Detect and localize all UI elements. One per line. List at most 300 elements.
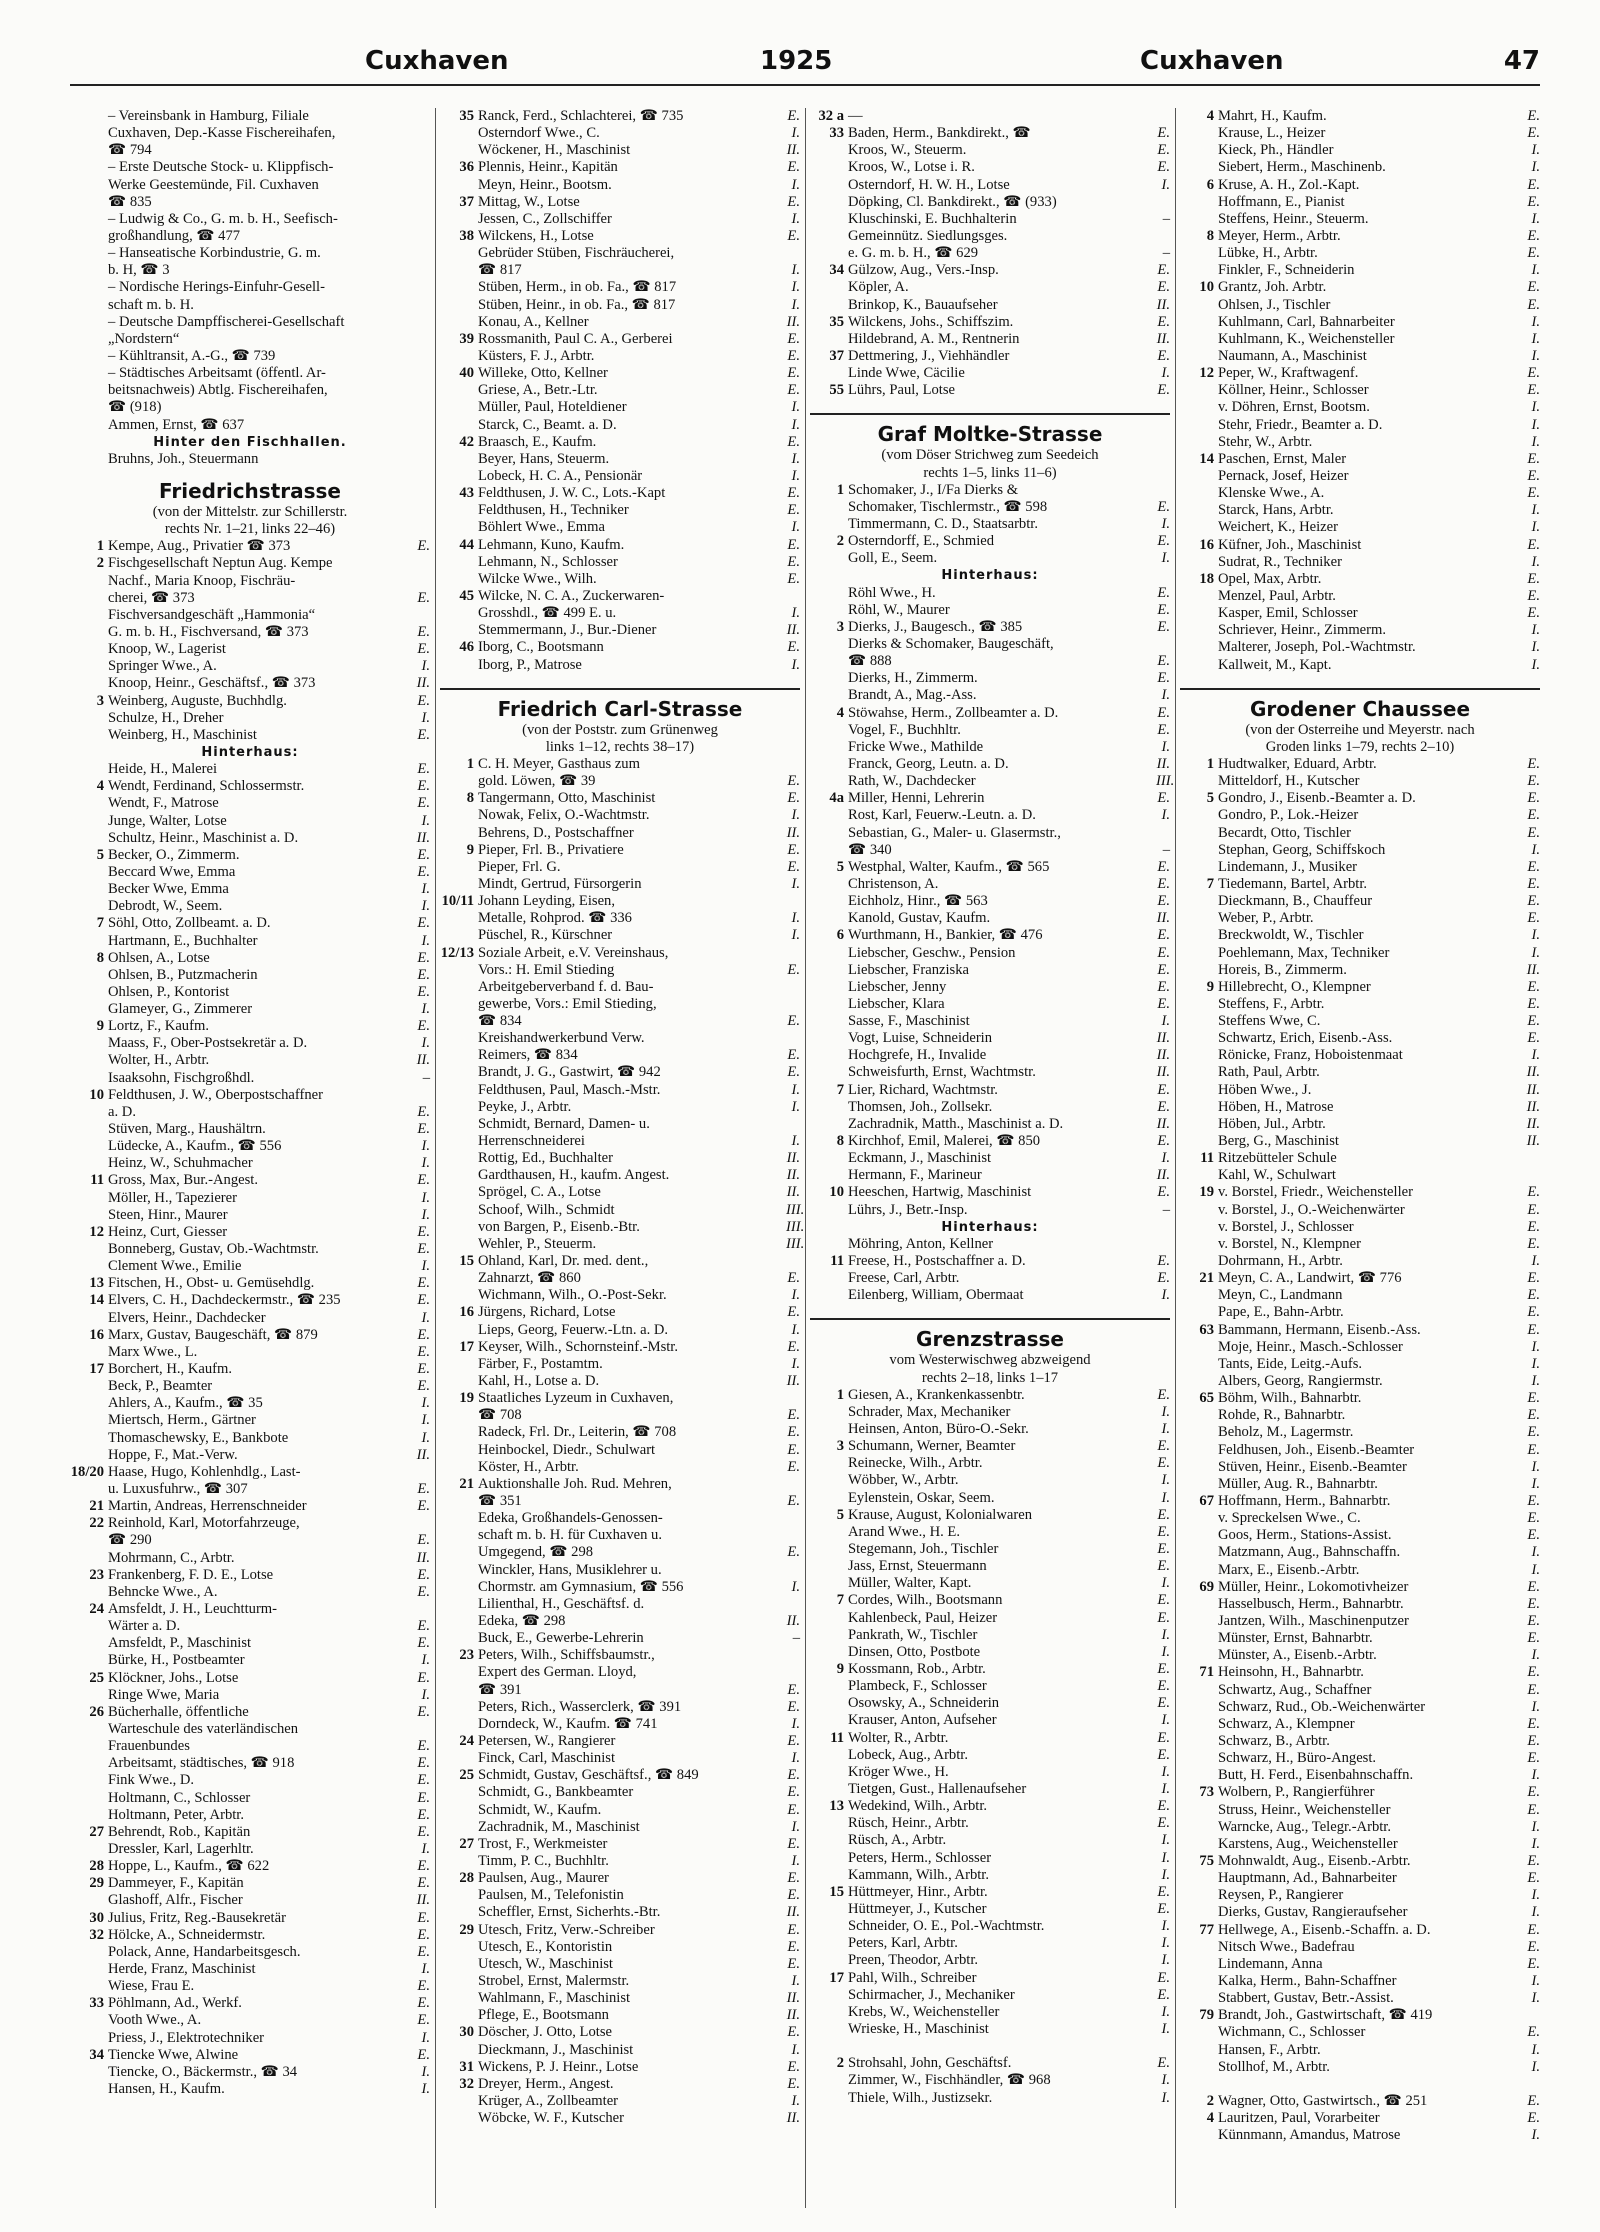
resident-text: Dierks & Schomaker, Baugeschäft, [848, 635, 1054, 652]
directory-entry [70, 451, 430, 468]
directory-entry [810, 1558, 1170, 1575]
floor-marker: E. [1527, 279, 1540, 296]
directory-entry [810, 1133, 1170, 1150]
directory-entry [70, 1584, 430, 1601]
floor-marker: I. [791, 262, 800, 279]
house-number: 10 [89, 1086, 104, 1103]
floor-marker: E. [1527, 1030, 1540, 1047]
resident-text: Schwarz, Rud., Ob.-Weichenwärter [1218, 1698, 1426, 1715]
floor-marker: E. [1527, 245, 1540, 262]
resident-text: Vogel, F., Buchhltr. [848, 721, 961, 738]
floor-marker: I. [791, 467, 800, 484]
directory-entry [440, 1870, 800, 1887]
directory-entry [70, 1721, 430, 1738]
directory-entry [1180, 1973, 1540, 1990]
directory-entry [1180, 2059, 1540, 2076]
directory-entry [1180, 228, 1540, 245]
resident-text: Westphal, Walter, Kaufm., ☎ 565 [848, 858, 1050, 875]
floor-marker: E. [787, 790, 800, 807]
house-number: 33 [89, 1995, 104, 2012]
resident-text: Jass, Ernst, Steuermann [848, 1558, 987, 1575]
floor-marker: E. [787, 553, 800, 570]
resident-text: Grantz, Joh. Arbtr. [1218, 279, 1327, 296]
house-number: 5 [96, 846, 104, 863]
directory-entry [70, 967, 430, 984]
resident-text: Radeck, Frl. Dr., Leiterin, ☎ 708 [478, 1424, 677, 1441]
resident-text: Junge, Walter, Lotse [108, 812, 227, 829]
resident-text: Marx, Gustav, Baugeschäft, ☎ 879 [108, 1326, 318, 1343]
resident-text: Tants, Eide, Leitg.-Aufs. [1218, 1355, 1363, 1372]
resident-text: Wendt, F., Matrose [108, 795, 219, 812]
floor-marker: E. [417, 538, 430, 555]
floor-marker: E. [787, 1441, 800, 1458]
floor-marker: E. [417, 1823, 430, 1840]
resident-text: Rüsch, Heinr., Arbtr. [848, 1815, 969, 1832]
street-description: rechts 1–5, links 11–6) [923, 464, 1057, 481]
directory-entry [1180, 1562, 1540, 1579]
floor-marker: E. [1527, 587, 1540, 604]
column-divider [1175, 108, 1176, 2208]
directory-entry [810, 670, 1170, 687]
directory-entry [810, 1678, 1170, 1695]
resident-text: Hillebrecht, O., Klempner [1218, 978, 1371, 995]
directory-entry [810, 1524, 1170, 1541]
floor-marker: I. [1531, 1698, 1540, 1715]
floor-marker: E. [1157, 1133, 1170, 1150]
floor-marker: I. [1161, 1781, 1170, 1797]
floor-marker: E. [787, 330, 800, 347]
floor-marker: E. [1527, 227, 1540, 244]
floor-marker: II. [1156, 1064, 1170, 1081]
resident-text: Meyer, Herm., Arbtr. [1218, 227, 1341, 244]
directory-entry [440, 1596, 800, 1613]
floor-marker: I. [421, 2080, 430, 2097]
directory-entry [810, 996, 1170, 1013]
resident-text: Rönicke, Franz, Hoboistenmaat [1218, 1047, 1403, 1064]
floor-marker: E. [1527, 1595, 1540, 1612]
resident-text: Wedekind, Wilh., Arbtr. [848, 1798, 988, 1815]
directory-entry [1180, 876, 1540, 893]
directory-entry [810, 2021, 1170, 2038]
resident-text: Eckmann, J., Maschinist [848, 1150, 992, 1167]
floor-marker: E. [417, 778, 430, 795]
house-number: 26 [89, 1703, 104, 1720]
resident-text: Köpler, A. [848, 279, 909, 296]
resident-text: Schwarz, H., Büro-Angest. [1218, 1750, 1377, 1767]
resident-text: Warteschule des vaterländischen [108, 1720, 299, 1737]
floor-marker: II. [1156, 1030, 1170, 1047]
floor-marker: I. [1161, 365, 1170, 382]
floor-marker: I. [1531, 1475, 1540, 1492]
floor-marker: E. [1157, 601, 1170, 618]
resident-text: Mindt, Gertrud, Fürsorgerin [478, 875, 642, 892]
resident-text: Schulze, H., Dreher [108, 709, 224, 726]
floor-marker: E. [1157, 1506, 1170, 1523]
directory-entry [810, 1082, 1170, 1099]
directory-entry [1180, 451, 1540, 468]
resident-text: Peters, Rich., Wasserclerk, ☎ 391 [478, 1698, 682, 1715]
resident-text: Höben Wwe., J. [1218, 1081, 1312, 1098]
floor-marker: I. [1161, 1832, 1170, 1849]
resident-text: Franck, Georg, Leutn. a. D. [848, 755, 1009, 772]
resident-text: Kirchhof, Emil, Malerei, ☎ 850 [848, 1133, 1041, 1150]
floor-marker: I. [791, 416, 800, 433]
directory-entry [1180, 1699, 1540, 1716]
resident-text: Schultz, Heinr., Maschinist a. D. [108, 829, 299, 846]
house-number: 8 [96, 949, 104, 966]
floor-marker: E. [417, 1361, 430, 1378]
floor-marker: E. [787, 773, 800, 790]
floor-marker: E. [787, 858, 800, 875]
resident-text: Knoop, W., Lagerist [108, 641, 226, 658]
floor-marker: E. [417, 863, 430, 880]
resident-text: Krauser, Anton, Aufseher [848, 1712, 997, 1729]
floor-marker: E. [417, 1018, 430, 1035]
house-number: 34 [829, 262, 844, 279]
directory-entry [440, 451, 800, 468]
resident-text: Finck, Carl, Maschinist [478, 1750, 616, 1767]
directory-entry [1180, 1476, 1540, 1493]
directory-entry [810, 1901, 1170, 1918]
directory-entry [440, 1664, 800, 1681]
floor-marker: I. [1161, 1626, 1170, 1643]
floor-marker: I. [421, 2029, 430, 2046]
directory-entry [810, 705, 1170, 722]
floor-marker: E. [1157, 382, 1170, 399]
resident-text: Goll, E., Seem. [848, 550, 938, 567]
directory-entry [440, 1218, 805, 1236]
house-number: 7 [836, 1081, 844, 1098]
house-number: 7 [96, 915, 104, 932]
floor-marker: II. [1526, 1115, 1540, 1132]
directory-entry [440, 1390, 800, 1407]
directory-entry [70, 1292, 430, 1309]
floor-marker: E. [1157, 1729, 1170, 1746]
directory-entry [440, 1356, 800, 1373]
directory-entry [1180, 1767, 1540, 1784]
resident-text: Weber, P., Arbtr. [1218, 910, 1314, 927]
directory-entry [70, 1207, 430, 1224]
house-number: 71 [1199, 1664, 1214, 1681]
directory-entry [440, 211, 800, 228]
resident-text: Konau, A., Kellner [478, 313, 589, 330]
floor-marker: E. [1157, 1270, 1170, 1287]
resident-text: Münster, Ernst, Bahnarbtr. [1218, 1630, 1373, 1647]
resident-text: Kruse, A. H., Zol.-Kapt. [1218, 176, 1360, 193]
floor-marker: E. [1527, 1510, 1540, 1527]
floor-marker: E. [1527, 1013, 1540, 1030]
directory-entry [70, 297, 430, 314]
floor-marker: E. [1527, 1390, 1540, 1407]
floor-marker: I. [1531, 944, 1540, 961]
resident-text: Klöckner, Johs., Lotse [108, 1669, 239, 1686]
directory-entry [440, 1442, 800, 1459]
directory-entry [810, 382, 1170, 399]
floor-marker: E. [1527, 1630, 1540, 1647]
floor-marker: I. [1161, 1952, 1170, 1969]
directory-entry [440, 1150, 800, 1167]
directory-entry [440, 605, 800, 622]
floor-marker: – [1162, 210, 1170, 227]
resident-text: – Ludwig & Co., G. m. b. H., Seefisch- [108, 210, 338, 227]
floor-marker: I. [1161, 1712, 1170, 1729]
directory-entry [810, 756, 1170, 773]
header-city-left: Cuxhaven [365, 46, 509, 76]
floor-marker: – [1162, 1201, 1170, 1218]
resident-text: Pieper, Frl. G. [478, 858, 561, 875]
directory-entry [70, 1807, 430, 1824]
floor-marker: E. [417, 1532, 430, 1549]
floor-marker: E. [787, 1732, 800, 1749]
directory-entry [810, 1781, 1170, 1798]
house-number: 7 [836, 1592, 844, 1609]
floor-marker: E. [1157, 1661, 1170, 1678]
floor-marker: II. [1526, 1064, 1540, 1081]
directory-entry [1180, 807, 1540, 824]
house-number: 13 [829, 1798, 844, 1815]
directory-entry [440, 1201, 805, 1219]
floor-marker: I. [791, 1321, 800, 1338]
resident-text: Wilckens, H., Lotse [478, 227, 594, 244]
house-number: 36 [459, 159, 474, 176]
directory-entry [1180, 125, 1540, 142]
directory-entry [70, 1344, 430, 1361]
resident-text: Heeschen, Hartwig, Maschinist [848, 1184, 1032, 1201]
resident-text: Feldthusen, Paul, Masch.-Mstr. [478, 1081, 661, 1098]
resident-text: Lübke, H., Arbtr. [1218, 245, 1318, 262]
directory-entry [1180, 1150, 1540, 1167]
resident-text: Mohrmann, C., Arbtr. [108, 1549, 235, 1566]
resident-text: – Vereinsbank in Hamburg, Filiale [108, 108, 309, 124]
resident-text: Reinhold, Karl, Motorfahrzeuge, [108, 1515, 300, 1532]
floor-marker: I. [1531, 553, 1540, 570]
floor-marker: E. [1157, 1609, 1170, 1626]
directory-entry [70, 1241, 430, 1258]
directory-entry [70, 1704, 430, 1721]
resident-text: Klenske Wwe., A. [1218, 485, 1325, 502]
directory-entry [1180, 1202, 1540, 1219]
directory-entry [70, 1070, 430, 1087]
directory-entry [70, 1567, 430, 1584]
directory-entry [1180, 1304, 1540, 1321]
house-number: 75 [1199, 1852, 1214, 1869]
floor-marker: E. [787, 485, 800, 502]
directory-entry [1180, 1373, 1540, 1390]
floor-marker: E. [787, 1047, 800, 1064]
directory-entry [810, 1747, 1170, 1764]
floor-marker: I. [1161, 1763, 1170, 1780]
resident-text: Arbeitsamt, städtisches, ☎ 918 [108, 1755, 295, 1772]
floor-marker: E. [1157, 1798, 1170, 1815]
house-number: 31 [459, 2058, 474, 2075]
floor-marker: E. [787, 108, 800, 124]
floor-marker: E. [1157, 1883, 1170, 1900]
resident-text: Butt, H. Ferd., Eisenbahnschaffn. [1218, 1767, 1414, 1784]
directory-entry [810, 739, 1170, 756]
directory-entry [70, 1635, 430, 1652]
directory-entry [70, 898, 430, 915]
directory-entry [810, 550, 1170, 567]
house-number: 7 [1206, 875, 1214, 892]
directory-entry [810, 1270, 1170, 1287]
resident-text: Cordes, Wilh., Bootsmann [848, 1592, 1003, 1609]
directory-entry [1180, 142, 1540, 159]
resident-text: Vooth Wwe., A. [108, 2012, 202, 2029]
directory-entry [1180, 1116, 1540, 1133]
house-number: 46 [459, 639, 474, 656]
resident-text: Kahlenbeck, Paul, Heizer [848, 1609, 998, 1626]
floor-marker: E. [417, 1583, 430, 1600]
directory-entry [70, 1310, 430, 1327]
resident-text: Brandt, J. G., Gastwirt, ☎ 942 [478, 1064, 661, 1081]
floor-marker: E. [1157, 944, 1170, 961]
resident-text: Jantzen, Wilh., Maschinenputzer [1218, 1612, 1409, 1629]
floor-marker: E. [1527, 1750, 1540, 1767]
directory-entry [70, 1361, 430, 1378]
floor-marker: I. [791, 176, 800, 193]
directory-entry [810, 482, 1170, 499]
resident-text: Brandt, Joh., Gastwirtschaft, ☎ 419 [1218, 2007, 1433, 2024]
resident-text: Horeis, B., Zimmerm. [1218, 961, 1347, 978]
resident-text: Schwarz, A., Klempner [1218, 1715, 1355, 1732]
resident-text: Dreyer, Herm., Angest. [478, 2075, 614, 2092]
floor-marker: I. [421, 1652, 430, 1669]
floor-marker: I. [1531, 1767, 1540, 1784]
directory-entry [70, 984, 430, 1001]
floor-marker: E. [1157, 704, 1170, 721]
floor-marker: I. [791, 656, 800, 673]
house-number: 15 [459, 1253, 474, 1270]
directory-entry [810, 1287, 1170, 1304]
resident-text: Liebscher, Franziska [848, 961, 969, 978]
directory-entry [1180, 1750, 1540, 1767]
floor-marker: E. [1527, 1493, 1540, 1509]
resident-text: Weinberg, H., Maschinist [108, 726, 257, 743]
resident-text: Wilcke, N. C. A., Zuckerwaren- [478, 587, 665, 604]
resident-text: Meyn, C., Landmann [1218, 1287, 1343, 1304]
floor-marker: I. [1531, 927, 1540, 944]
resident-text: Lührs, J., Betr.-Insp. [848, 1201, 968, 1218]
directory-entry [70, 641, 430, 658]
directory-entry [70, 1652, 430, 1669]
resident-text: Berg, G., Maschinist [1218, 1133, 1339, 1150]
floor-marker: I. [791, 1578, 800, 1595]
house-number: 11 [90, 1172, 104, 1189]
resident-text: Hellwege, A., Eisenb.-Schaffn. a. D. [1218, 1921, 1431, 1938]
section-subheading: Hinterhaus: [941, 568, 1039, 584]
resident-text: Debrodt, W., Seem. [108, 898, 223, 915]
resident-text: Hoppe, F., Mat.-Verw. [108, 1446, 238, 1463]
resident-text: Feldthusen, J. W., Oberpostschaffner [108, 1086, 323, 1103]
resident-text: Döpking, Cl. Bankdirekt., ☎ (933) [848, 193, 1057, 210]
resident-text: Dammeyer, F., Kapitän [108, 1875, 244, 1892]
directory-entry [810, 1387, 1170, 1404]
directory-entry [440, 1235, 805, 1253]
floor-marker: E. [1527, 1407, 1540, 1424]
directory-entry [440, 1082, 800, 1099]
floor-marker: E. [1527, 1201, 1540, 1218]
resident-text: Wendt, Ferdinand, Schlossermstr. [108, 778, 305, 795]
resident-text: cherei, ☎ 373 [108, 589, 195, 606]
resident-text: Sasse, F., Maschinist [848, 1013, 970, 1030]
directory-entry [440, 859, 800, 876]
directory-entry [440, 1767, 800, 1784]
floor-marker: I. [421, 1960, 430, 1977]
directory-entry [70, 1481, 430, 1498]
resident-text: Wahlmann, F., Maschinist [478, 1990, 631, 2007]
resident-text: Osterndorf, H. W. H., Lotse [848, 176, 1010, 193]
directory-entry [810, 653, 1170, 670]
floor-marker: E. [787, 1424, 800, 1441]
floor-marker: E. [1527, 1527, 1540, 1544]
house-number: 2 [96, 555, 104, 572]
resident-text: v. Borstel, J., O.-Weichenwärter [1218, 1201, 1405, 1218]
resident-text: Ohland, Karl, Dr. med. dent., [478, 1253, 649, 1270]
resident-text: e. G. m. b. H., ☎ 629 [848, 245, 979, 262]
floor-marker: E. [1527, 605, 1540, 622]
floor-marker: I. [1161, 2003, 1170, 2020]
resident-text: Stehr, W., Arbtr. [1218, 433, 1313, 450]
resident-text: Heide, H., Malerei [108, 761, 218, 778]
directory-entry [1180, 1219, 1540, 1236]
floor-marker: I. [1531, 2058, 1540, 2075]
house-number: 35 [829, 313, 844, 330]
house-number: 30 [459, 2024, 474, 2041]
resident-text: Knoop, Heinr., Geschäftsf., ☎ 373 [108, 675, 316, 692]
floor-marker: E. [417, 1669, 430, 1686]
directory-entry [810, 279, 1170, 296]
floor-marker: I. [421, 1206, 430, 1223]
resident-text: Rottig, Ed., Buchhalter [478, 1150, 613, 1167]
floor-marker: II. [1526, 961, 1540, 978]
house-number: 23 [89, 1566, 104, 1583]
directory-entry [810, 348, 1170, 365]
floor-marker: I. [791, 1715, 800, 1732]
directory-entry [1180, 1956, 1540, 1973]
directory-entry [1180, 417, 1540, 434]
directory-entry [70, 2030, 430, 2047]
resident-text: Glashoff, Alfr., Fischer [108, 1892, 243, 1909]
floor-marker: I. [1161, 2089, 1170, 2106]
resident-text: Pöhlmann, Ad., Werkf. [108, 1995, 242, 2012]
street-description: rechts 2–18, links 1–17 [921, 1369, 1059, 1386]
directory-entry [1180, 1784, 1540, 1801]
resident-text: Rüsch, A., Arbtr. [848, 1832, 947, 1849]
floor-marker: II. [1156, 330, 1170, 347]
floor-marker: I. [1531, 1253, 1540, 1270]
column-2 [440, 108, 805, 2208]
house-number: 9 [466, 841, 474, 858]
directory-entry [810, 859, 1170, 876]
directory-entry [440, 1836, 800, 1853]
floor-marker: E. [1527, 2110, 1540, 2127]
floor-marker: E. [417, 1789, 430, 1806]
resident-text: Ammen, Ernst, ☎ 637 [108, 416, 245, 433]
directory-entry [440, 945, 800, 962]
house-number: 5 [836, 858, 844, 875]
floor-marker: E. [1157, 1695, 1170, 1712]
directory-entry [1180, 1287, 1540, 1304]
resident-text: Lieps, Georg, Feuerw.-Ltn. a. D. [478, 1321, 669, 1338]
resident-text: Schrader, Max, Mechaniker [848, 1403, 1011, 1420]
directory-entry [440, 1973, 800, 1990]
resident-text: Dorndeck, W., Kaufm. ☎ 741 [478, 1715, 658, 1732]
floor-marker: E. [417, 1223, 430, 1240]
floor-marker: I. [1531, 1818, 1540, 1835]
directory-entry [70, 1978, 430, 1995]
resident-text: Beyer, Hans, Steuerm. [478, 450, 610, 467]
resident-text: Hasselbusch, Herm., Bahnarbtr. [1218, 1595, 1404, 1612]
